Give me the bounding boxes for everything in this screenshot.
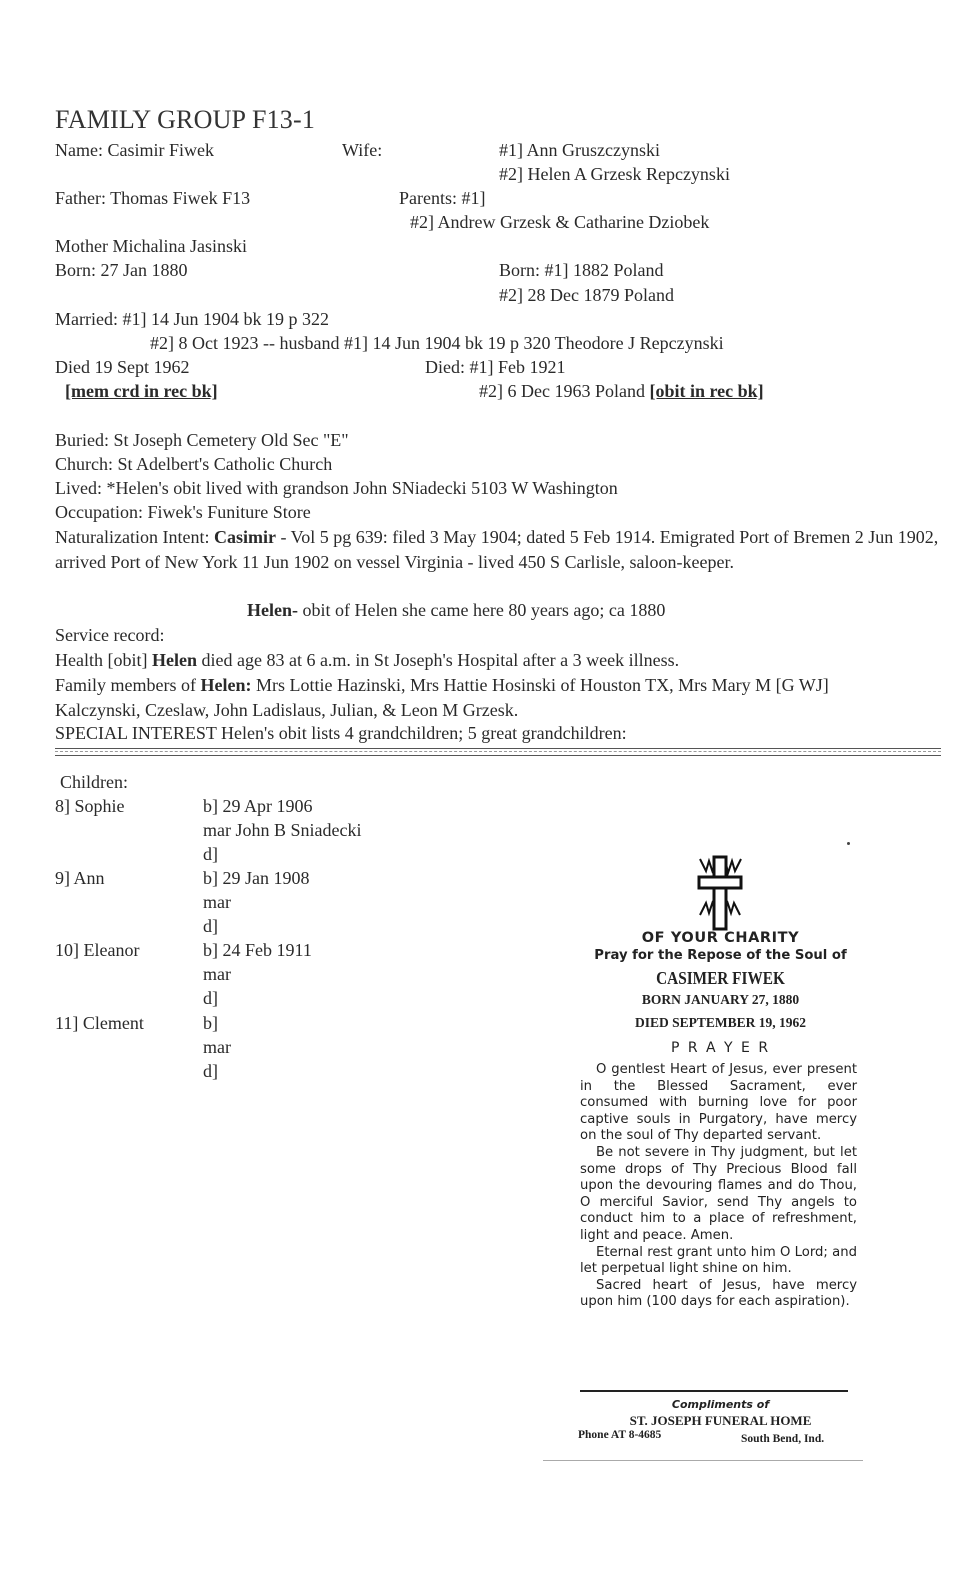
name-line: Name: Casimir Fiwek: [55, 140, 214, 160]
wife-born-2: #2] 28 Dec 1879 Poland: [499, 285, 674, 305]
card-bottom-rule: [543, 1460, 863, 1461]
memorial-card: [578, 845, 863, 1465]
health-text: died age 83 at 6 a.m. in St Joseph's Hospital after a 3 week illness.: [196, 650, 680, 670]
church-line: Church: St Adelbert's Catholic Church: [55, 454, 333, 474]
health-name: Helen: [151, 650, 197, 670]
card-deceased-name: CASIMER FIWEK: [656, 968, 785, 988]
card-funeral-home: ST. JOSEPH FUNERAL HOME: [629, 1413, 812, 1428]
card-city: South Bend, Ind.: [741, 1433, 825, 1445]
child-name: 11] Clement: [55, 1013, 144, 1033]
prayer-paragraph: O gentlest Heart of Jesus, ever present in the Blessed Sacrament, ever consumed with burning love for poor captive souls in Purgatory, have mercy on the soul of Thy departed servant.: [580, 1062, 857, 1144]
buried-line: Buried: St Joseph Cemetery Old Sec "E": [55, 430, 349, 450]
card-died: DIED SEPTEMBER 19, 1962: [634, 1015, 807, 1030]
prayer-paragraph: Sacred heart of Jesus, have mercy upon him (100 days for each aspiration).: [580, 1277, 857, 1310]
nat-text: - Vol 5 pg 639: filed 3 May 1904; dated 5 Feb 1914. Emigrated Port of Bremen 2 Jun 1902, arrived Port of New York 11 Jun 1902 on vessel Virginia - lived 450 S Carlisle, saloon-keeper.: [55, 527, 939, 572]
card-phone: Phone AT 8-4685: [578, 1429, 662, 1441]
child-died: d]: [203, 988, 218, 1008]
nat-label: Naturalization Intent:: [55, 527, 214, 547]
parents-2: #2] Andrew Grzesk & Catharine Dziobek: [410, 212, 710, 232]
child-name: 10] Eleanor: [55, 940, 140, 960]
child-died: d]: [203, 916, 218, 936]
family-text: Mrs Lottie Hazinski, Mrs Hattie Hosinski of Houston TX, Mrs Mary M [G WJ] Kalczynski, Czeslaw, John Ladislaus, Julian, & Leon M Grzesk.: [55, 675, 829, 720]
child-name: 9] Ann: [55, 868, 105, 888]
wife-died-1: Died: #1] Feb 1921: [425, 357, 566, 377]
children-header: Children:: [60, 772, 128, 792]
child-married: mar: [203, 892, 231, 912]
wife-1: #1] Ann Gruszczynski: [499, 140, 660, 160]
card-heading: OF YOUR CHARITY: [641, 930, 800, 946]
lived-line: Lived: *Helen's obit lived with grandson John SNiadecki 5103 W Washington: [55, 478, 618, 498]
child-born: b]: [203, 1013, 218, 1033]
card-subheading: Pray for the Repose of the Soul of: [594, 948, 847, 963]
special-interest-line: SPECIAL INTEREST Helen's obit lists 4 grandchildren; 5 great grandchildren:: [55, 723, 627, 743]
parents-1: Parents: #1]: [399, 188, 486, 208]
card-prayer-text: [580, 1062, 857, 1311]
child-died: d]: [203, 844, 218, 864]
health-line: [55, 649, 679, 671]
naturalization-paragraph: [55, 525, 941, 574]
died-line: Died 19 Sept 1962: [55, 357, 190, 377]
wife-2: #2] Helen A Grzesk Repczynski: [499, 164, 730, 184]
child-born: b] 29 Jan 1908: [203, 868, 310, 888]
wife-died-2: [479, 380, 764, 402]
page-title: FAMILY GROUP F13-1: [55, 105, 316, 134]
helen-name: Helen-: [247, 600, 298, 620]
family-name: Helen:: [200, 675, 252, 695]
married-2: #2] 8 Oct 1923 -- husband #1] 14 Jun 1904 bk 19 p 320 Theodore J Repczynski: [150, 333, 724, 353]
cross-icon: [695, 853, 745, 933]
section-divider: [55, 748, 941, 756]
married-1: Married: #1] 14 Jun 1904 bk 19 p 322: [55, 309, 329, 329]
father-line: Father: Thomas Fiwek F13: [55, 188, 251, 208]
card-prayer-title: P R A Y E R: [670, 1040, 771, 1056]
card-compliments: Compliments of: [671, 1398, 770, 1411]
child-married: mar: [203, 964, 231, 984]
born-line: Born: 27 Jan 1880: [55, 260, 188, 280]
occupation-line: Occupation: Fiwek's Funiture Store: [55, 502, 311, 522]
mother-line: Mother Michalina Jasinski: [55, 236, 247, 256]
child-married: mar John B Sniadecki: [203, 820, 362, 840]
nat-name: Casimir: [213, 527, 276, 547]
wife-died-2-text: #2] 6 Dec 1963 Poland: [479, 381, 650, 401]
obit-link[interactable]: [obit in rec bk]: [649, 381, 764, 401]
mem-card-link[interactable]: [mem crd in rec bk]: [65, 381, 218, 401]
prayer-paragraph: Eternal rest grant unto him O Lord; and let perpetual light shine on him.: [580, 1244, 857, 1277]
helen-line: [247, 599, 665, 621]
child-name: 8] Sophie: [55, 796, 125, 816]
wife-born-1: Born: #1] 1882 Poland: [499, 260, 664, 280]
child-born: b] 24 Feb 1911: [203, 940, 312, 960]
child-died: d]: [203, 1061, 218, 1081]
card-born: BORN JANUARY 27, 1880: [641, 992, 800, 1007]
service-line: Service record:: [55, 625, 165, 645]
wife-label: Wife:: [342, 140, 383, 160]
helen-text: obit of Helen she came here 80 years ago; ca 1880: [298, 600, 666, 620]
family-members-paragraph: [55, 673, 905, 722]
child-born: b] 29 Apr 1906: [203, 796, 313, 816]
card-rule: [580, 1390, 848, 1392]
family-label: Family members of: [55, 675, 201, 695]
child-married: mar: [203, 1037, 231, 1057]
prayer-paragraph: Be not severe in Thy judgment, but let some drops of Thy Precious Blood fall upon the devouring flames and do Thou, O merciful Savior, send Thy angels to conduct him to a place of refreshment, light and peace. Amen.: [580, 1144, 857, 1243]
health-label: Health [obit]: [55, 650, 152, 670]
